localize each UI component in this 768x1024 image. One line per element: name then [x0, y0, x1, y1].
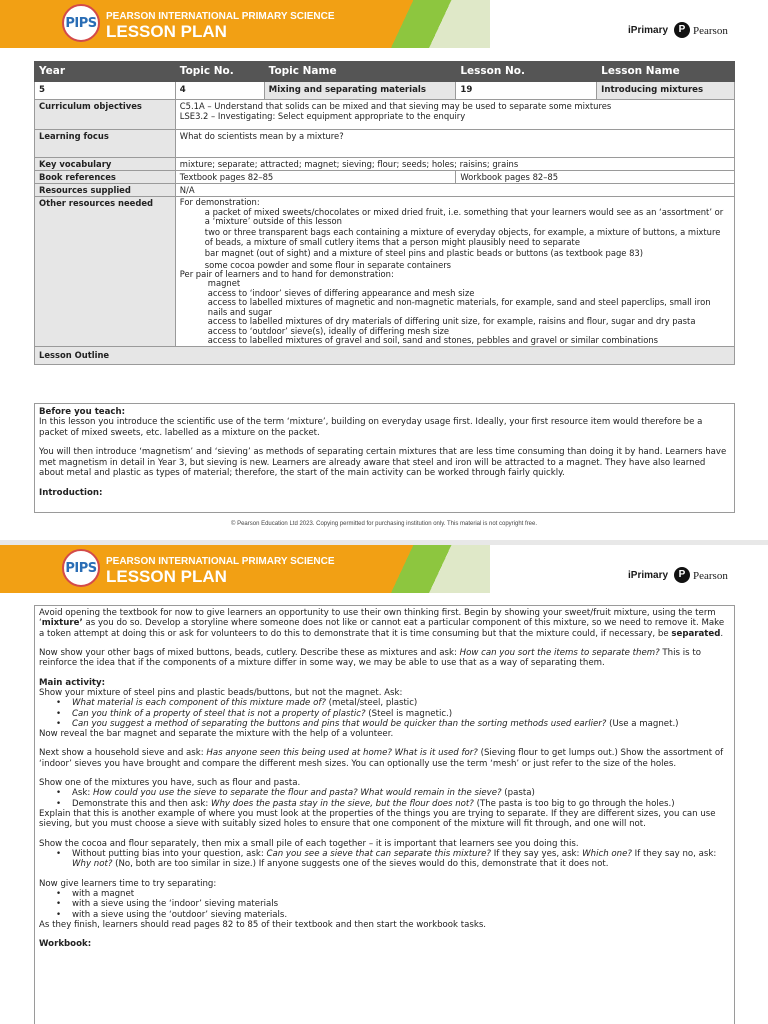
book-references-label: Book references — [35, 171, 176, 184]
other-resources-label: Other resources needed — [35, 197, 176, 347]
bags-paragraph: Now show your other bags of mixed buttons, beads, cutlery. Describe these as mixtures and ask: How can you sort the items to separate them? This is to reinforce the idea that if the components of a mixture differ in some way, we may be able to use that as a way of separating them. — [39, 647, 701, 669]
value-topic-no: 4 — [175, 82, 264, 100]
list-item: magnet — [207, 278, 241, 289]
main-intro: Show your mixture of steel pins and plastic beads/buttons, but not the magnet. Ask: — [39, 687, 403, 698]
page-2 — [0, 545, 768, 1024]
before-paragraph-2: You will then introduce ‘magnetism’ and ‘sieving’ as methods of separating certain mixtures that are less time consuming than doing it by hand. Learners have met magnetism in detail in Year 3, but sieving is new. Learners are already aware that steel and iron will be attracted to a magnet. They have also learned about metal and plastic as types of material; therefore, the start of the main activity can be worked through fairly quickly. — [39, 447, 727, 479]
lesson-outline-label: Lesson Outline — [35, 347, 735, 365]
introduction-heading: Introduction: — [39, 487, 103, 498]
cocoa-intro: Show the cocoa and flour separately, then mix a small pile of each together – it is important that learners see you doing this. — [39, 838, 579, 849]
doc-type-title: LESSON PLAN — [106, 567, 227, 586]
page-banner-2 — [0, 545, 768, 593]
list-item: • with a sieve using the ‘indoor’ sieving materials — [56, 899, 730, 909]
explain-paragraph: Explain that this is another example of where you must look at the properties of the things you are trying to separate. If they are different sizes, you can use sieving, but you must choose a sieve with suitably sized holes to ensure that one component of the mixture will fit through, and one will not. — [39, 809, 716, 830]
main-question-list — [56, 698, 730, 729]
pearson-wordmark: Pearson — [693, 25, 728, 37]
resources-supplied-label: Resources supplied — [35, 184, 176, 197]
lesson-outline-page2 — [34, 605, 735, 1024]
pips-logo: PIPS — [62, 549, 100, 587]
pearson-wordmark: Pearson — [693, 570, 728, 582]
list-item: bar magnet (out of sight) and a mixture of steel pins and plastic beads or buttons (as textbook page 83) — [204, 248, 644, 259]
main-activity-heading: Main activity: — [39, 677, 106, 688]
header-lesson-no: Lesson No. — [456, 62, 597, 82]
list-item: • Can you suggest a method of separating the buttons and pins that would be quicker than the sorting methods used earlier? (Use a magnet.) — [56, 719, 730, 729]
list-item: • What material is each component of this mixture made of? (metal/steel, plastic) — [56, 698, 730, 708]
header-lesson-name: Lesson Name — [597, 62, 735, 82]
header-topic-name: Topic Name — [264, 62, 456, 82]
list-item: access to labelled mixtures of magnetic and non-magnetic materials, for example, sand and steel paperclips, small iron nails and sugar — [207, 297, 711, 317]
other-resources-value: For demonstration: a packet of mixed sweets/chocolates or mixed dried fruit, i.e. something that your learners would see as an ‘assortment’ or a ‘mixture’ outside of this lesson two or three transparent bags each containing a mixture of everyday objects, for example, a mixture of buttons, a mixture of beads, a mixture of small cutlery items that a person might plausibly need to separate bar magnet (out of sight) and a mixture of steel pins and plastic beads or buttons (as textbook page 83) some cocoa powder and some flour in separate containers Per pair of learners and to hand for demonstration: magnet access to ‘indoor’ sieves of differing appearance and mesh size access to labelled mixtures of magnetic and non-magnetic materials, for example, sand and steel paperclips, small iron nails and sugar access to labelled mixtures of dry materials of differing unit size, for example, raisins and flour, sugar and dry pasta access to ‘outdoor’ sieve(s), ideally of differing mesh size access to labelled mixtures of gravel and soil, sand and stones, pebbles and gravel or similar combinations — [175, 197, 734, 347]
vocabulary-label: Key vocabulary — [35, 158, 176, 171]
header-topic-no: Topic No. — [175, 62, 264, 82]
list-item: • Ask: How could you use the sieve to separate the flour and pasta? What would remain in the sieve? (pasta) — [56, 788, 730, 798]
iprimary-label: iPrimary — [628, 25, 669, 36]
list-item: • with a magnet — [56, 889, 730, 899]
textbook-pages: Textbook pages 82–85 — [175, 171, 456, 184]
list-item: access to ‘indoor’ sieves of differing appearance and mesh size — [207, 287, 475, 298]
page-banner — [0, 0, 768, 48]
iprimary-label: iPrimary — [628, 570, 669, 581]
try-intro: Now give learners time to try separating: — [39, 878, 217, 889]
value-year: 5 — [35, 82, 176, 100]
workbook-pages: Workbook pages 82–85 — [456, 171, 735, 184]
value-lesson-name: Introducing mixtures — [597, 82, 735, 100]
value-topic-name: Mixing and separating materials — [264, 82, 456, 100]
series-title: PEARSON INTERNATIONAL PRIMARY SCIENCE — [106, 556, 335, 567]
list-item: a packet of mixed sweets/chocolates or mixed dried fruit, i.e. something that your learners would see as an ‘assortment’ or a ‘mixture’ outside of this lesson — [204, 206, 724, 227]
pearson-logo-icon: P — [674, 22, 690, 38]
doc-type-title: LESSON PLAN — [106, 22, 227, 41]
workbook-heading: Workbook: — [39, 939, 92, 950]
resources-supplied-value: N/A — [175, 184, 734, 197]
learning-focus-label: Learning focus — [35, 130, 176, 158]
curriculum-value: C5.1A – Understand that solids can be mixed and that sieving may be used to separate some mixtures LSE3.2 – Investigating: Select equipment appropriate to the enquiry — [175, 100, 734, 130]
list-item: • Without putting bias into your question, ask: Can you see a sieve that can separate this mixture? If they say yes, ask: Which one? If they say no, ask: Why not? (No, both are too similar in size.) If anyone suggests one of the sieves would do this, demonstrate that it does not. — [56, 849, 730, 870]
list-item: some cocoa powder and some flour in separate containers — [204, 259, 452, 270]
list-item: • with a sieve using the ‘outdoor’ sieving materials. — [56, 910, 730, 920]
pips-logo: PIPS — [62, 4, 100, 42]
list-item: • Can you think of a property of steel that is not a property of plastic? (Steel is magnetic.) — [56, 709, 730, 719]
flour-intro: Show one of the mixtures you have, such as flour and pasta. — [39, 778, 301, 789]
cocoa-list — [56, 849, 730, 870]
try-list — [56, 889, 730, 920]
list-item: access to labelled mixtures of gravel and soil, sand and stones, pebbles and gravel or similar combinations — [207, 334, 659, 345]
lesson-info-table — [34, 61, 735, 365]
header-year: Year — [35, 62, 176, 82]
value-lesson-no: 19 — [456, 82, 597, 100]
lesson-outline-page1 — [34, 403, 735, 513]
copyright-footer: © Pearson Education Ltd 2023. Copying permitted for purchasing institution only. This material is not copyright free. — [230, 521, 538, 527]
flour-list — [56, 788, 730, 809]
before-heading: Before you teach: — [39, 407, 126, 417]
series-title: PEARSON INTERNATIONAL PRIMARY SCIENCE — [106, 11, 335, 22]
before-paragraph-1: In this lesson you introduce the scientific use of the term ‘mixture’, building on everyday usage first. Ideally, your first resource item would therefore be a packet of mixed sweets, etc. labelled as a mixture on the packet. — [39, 417, 703, 438]
sieve-paragraph: Next show a household sieve and ask: Has anyone seen this being used at home? What is it used for? (Sieving flour to get lumps out.) Show the assortment of ‘indoor’ sieves you have brought and compare the different mesh sizes. You can optionally use the term ‘mesh’ or just refer to the size of the holes. — [39, 748, 724, 769]
main-after: Now reveal the bar magnet and separate the mixture with the help of a volunteer. — [39, 729, 394, 740]
finish-paragraph: As they finish, learners should read pages 82 to 85 of their textbook and then start the workbook tasks. — [39, 919, 487, 930]
list-item: access to labelled mixtures of dry materials of differing unit size, for example, raisins and flour, sugar and dry pasta — [207, 316, 696, 327]
learning-focus-value: What do scientists mean by a mixture? — [175, 130, 734, 158]
vocabulary-value: mixture; separate; attracted; magnet; sieving; flour; seeds; holes; raisins; grains — [175, 158, 734, 171]
intro-paragraph: Avoid opening the textbook for now to give learners an opportunity to use their own thinking first. Begin by showing your sweet/fruit mixture, using the term ‘mixture’ as you do so. Develop a storyline where someone does not like or cannot eat a particular component of this mixture, so we need to remove it. Make a token attempt at doing this or ask for volunteers to do this to demonstrate that it is time consuming but that the mixture could, if necessary, be separated. — [39, 608, 725, 639]
list-item: access to ‘outdoor’ sieve(s), ideally of differing mesh size — [207, 325, 450, 336]
list-item: • Demonstrate this and then ask: Why does the pasta stay in the sieve, but the flour does not? (The pasta is too big to go through the holes.) — [56, 799, 730, 809]
list-item: two or three transparent bags each containing a mixture of everyday objects, for example, a mixture of buttons, a mixture of beads, a mixture of small cutlery items that a person might plausibly need to separate — [204, 227, 721, 247]
curriculum-label: Curriculum objectives — [35, 100, 176, 130]
pearson-logo-icon: P — [674, 567, 690, 583]
